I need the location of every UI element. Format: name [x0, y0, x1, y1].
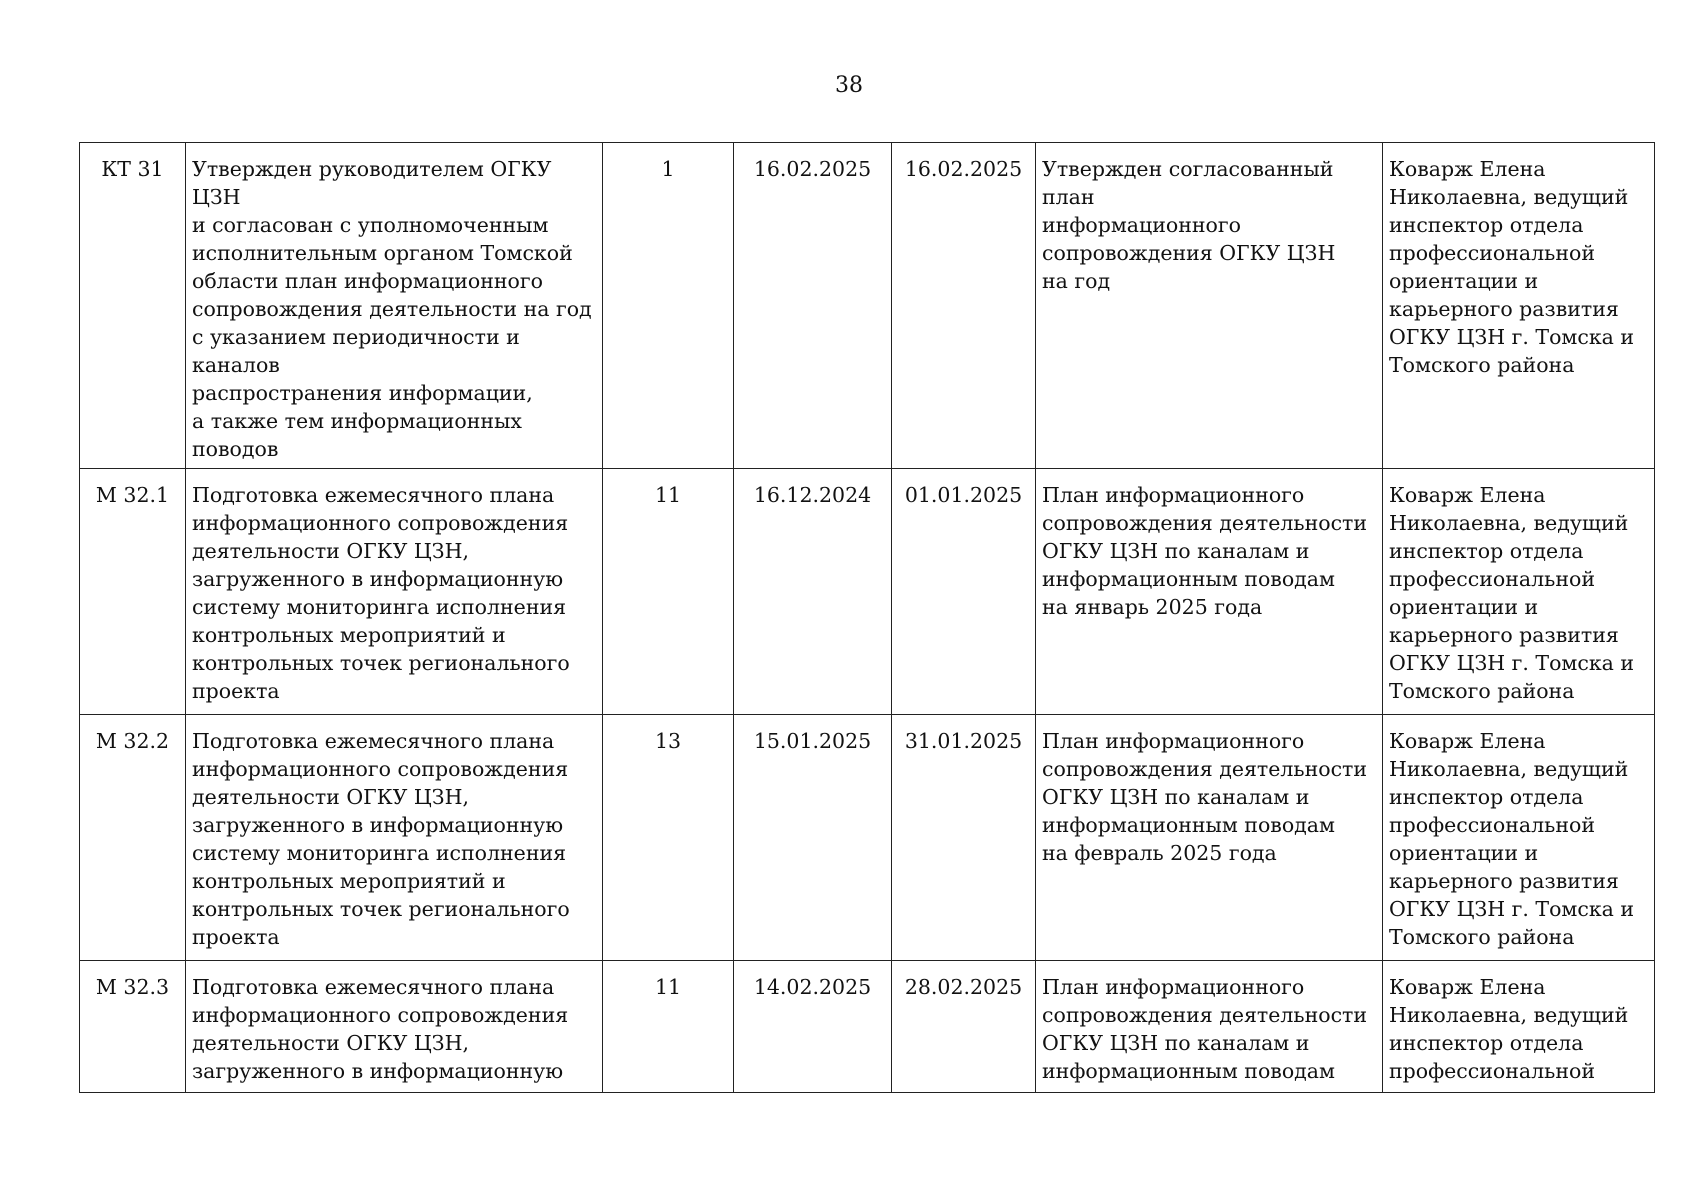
table-row: [80, 143, 1655, 469]
row-description: Утвержден руководителем ОГКУ ЦЗН и согласован с уполномоченным исполнительным органом Томской области план информационного сопровождения деятельности на год с указанием периодичности и каналов распространения информации, а также тем информационных поводов: [186, 143, 603, 469]
row-responsible: Коварж Елена Николаевна, ведущий инспектор отдела профессиональной ориентации и карьерного развития ОГКУ ЦЗН г. Томска и Томского района: [1383, 143, 1655, 469]
row-number: 13: [603, 715, 734, 961]
row-number: 1: [603, 143, 734, 469]
table-row: [80, 961, 1655, 1093]
row-responsible: Коварж Елена Николаевна, ведущий инспектор отдела профессиональной ориентации и карьерного развития ОГКУ ЦЗН г. Томска и Томского района: [1383, 469, 1655, 715]
plan-table: [79, 142, 1655, 1093]
row-end-date: 01.01.2025: [892, 469, 1036, 715]
row-end-date: 16.02.2025: [892, 143, 1036, 469]
table-row: [80, 469, 1655, 715]
row-start-date: 16.12.2024: [734, 469, 892, 715]
row-end-date: 31.01.2025: [892, 715, 1036, 961]
table-row: [80, 715, 1655, 961]
row-description: Подготовка ежемесячного плана информационного сопровождения деятельности ОГКУ ЦЗН, загруженного в информационную: [186, 961, 603, 1093]
row-start-date: 14.02.2025: [734, 961, 892, 1093]
row-end-date: 28.02.2025: [892, 961, 1036, 1093]
page-number: 38: [835, 73, 863, 98]
row-code: М 32.2: [80, 715, 186, 961]
row-number: 11: [603, 469, 734, 715]
row-result: Утвержден согласованный план информационного сопровождения ОГКУ ЦЗН на год: [1036, 143, 1383, 469]
row-result: План информационного сопровождения деятельности ОГКУ ЦЗН по каналам и информационным поводам на февраль 2025 года: [1036, 715, 1383, 961]
row-result: План информационного сопровождения деятельности ОГКУ ЦЗН по каналам и информационным поводам: [1036, 961, 1383, 1093]
row-responsible: Коварж Елена Николаевна, ведущий инспектор отдела профессиональной: [1383, 961, 1655, 1093]
row-description: Подготовка ежемесячного плана информационного сопровождения деятельности ОГКУ ЦЗН, загруженного в информационную систему мониторинга исполнения контрольных мероприятий и контрольных точек регионального проекта: [186, 715, 603, 961]
row-code: КТ 31: [80, 143, 186, 469]
row-number: 11: [603, 961, 734, 1093]
row-start-date: 16.02.2025: [734, 143, 892, 469]
row-code: М 32.3: [80, 961, 186, 1093]
row-code: М 32.1: [80, 469, 186, 715]
row-start-date: 15.01.2025: [734, 715, 892, 961]
row-description: Подготовка ежемесячного плана информационного сопровождения деятельности ОГКУ ЦЗН, загруженного в информационную систему мониторинга исполнения контрольных мероприятий и контрольных точек регионального проекта: [186, 469, 603, 715]
row-result: План информационного сопровождения деятельности ОГКУ ЦЗН по каналам и информационным поводам на январь 2025 года: [1036, 469, 1383, 715]
row-responsible: Коварж Елена Николаевна, ведущий инспектор отдела профессиональной ориентации и карьерного развития ОГКУ ЦЗН г. Томска и Томского района: [1383, 715, 1655, 961]
